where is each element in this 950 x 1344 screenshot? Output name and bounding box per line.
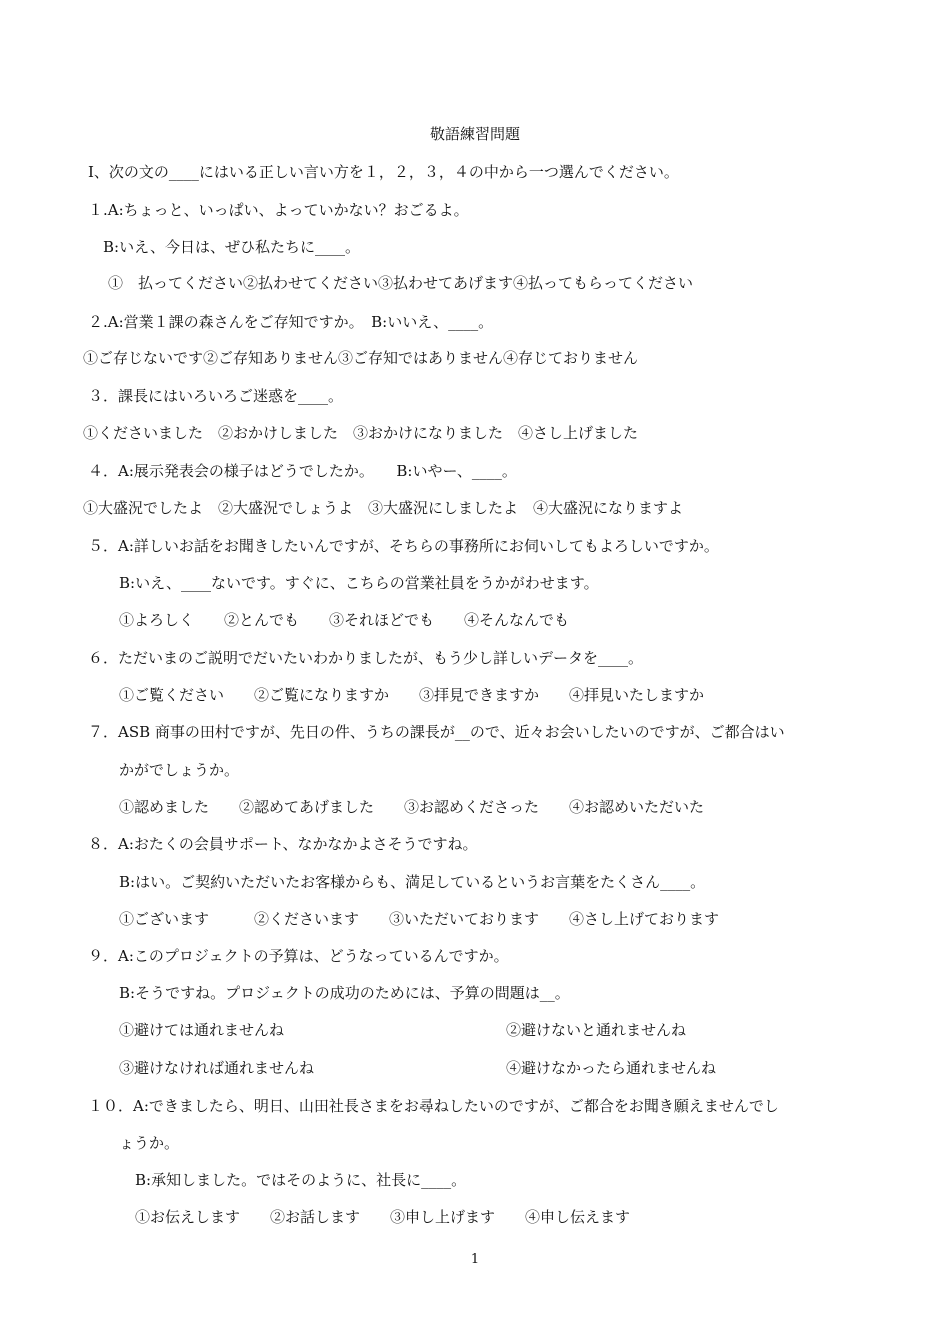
question-5-response: B:いえ、____ないです。すぐに、こちらの営業社員をうかがわせます。: [119, 574, 599, 592]
question-4-options: ①大盛況でしたよ ②大盛況でしょうよ ③大盛況にしましたよ ④大盛況になりますよ: [83, 499, 684, 517]
instruction: Ⅰ、次の文の____にはいる正しい言い方を１，２，３，４の中から一つ選んでください。: [88, 163, 679, 181]
question-8-options: ①ございます ②くださいます ③いただいております ④さし上げております: [119, 910, 720, 928]
question-9-option-1: ①避けては通れませんね: [119, 1021, 285, 1039]
question-3: ３．課長にはいろいろご迷惑を____。: [88, 387, 344, 405]
page-number: 1: [470, 1252, 480, 1267]
question-7-continued: かがでしょうか。: [119, 761, 240, 779]
question-10-response: B:承知しました。ではそのように、社長に____。: [135, 1171, 467, 1189]
question-6: ６．ただいまのご説明でだいたいわかりましたが、もう少し詳しいデータを____。: [88, 649, 644, 667]
question-9-option-3: ③避けなければ通れませんね: [119, 1059, 315, 1077]
question-2-options: ①ご存じないです②ご存知ありません③ご存知ではありません④存じておりません: [83, 349, 639, 367]
question-8-response: B:はい。ご契約いただいたお客様からも、満足しているというお言葉をたくさん____。: [119, 873, 706, 891]
question-1-options: ① 払ってください②払わせてください③払わせてあげます④払ってもらってください: [108, 274, 694, 292]
question-5-options: ①よろしく ②とんでも ③それほどでも ④そんなんでも: [119, 611, 570, 629]
question-10-continued: ょうか。: [119, 1134, 180, 1152]
page-title: 敬語練習問題: [429, 125, 520, 143]
question-1: １.A:ちょっと、いっぱい、よっていかない？おごるよ。: [88, 201, 469, 219]
question-2: ２.A:営業１課の森さんをご存知ですか。 B:いいえ、____。: [88, 313, 494, 331]
question-9-option-4: ④避けなかったら通れませんね: [506, 1059, 717, 1077]
question-7-options: ①認めました ②認めてあげました ③お認めくださった ④お認めいただいた: [119, 798, 705, 816]
question-1-response: B:いえ、今日は、ぜひ私たちに____。: [103, 238, 360, 256]
question-3-options: ①くださいました ②おかけしました ③おかけになりました ④さし上げました: [83, 424, 639, 442]
question-7: ７．ASB 商事の田村ですが、先日の件、うちの課長が__ので、近々お会いしたいのですが、ご都合はい: [88, 723, 785, 741]
question-9-response: B:そうですね。プロジェクトの成功のためには、予算の問題は__。: [119, 984, 570, 1002]
question-9: ９．A:このプロジェクトの予算は、どうなっているんですか。: [88, 947, 509, 965]
question-8: ８．A:おたくの会員サポート、なかなかよさそうですね。: [88, 835, 478, 853]
question-9-option-2: ②避けないと通れませんね: [506, 1021, 687, 1039]
question-6-options: ①ご覧ください ②ご覧になりますか ③拝見できますか ④拝見いたしますか: [119, 686, 705, 704]
question-10-options: ①お伝えします ②お話します ③申し上げます ④申し伝えます: [135, 1208, 631, 1226]
question-10: １０．A:できましたら、明日、山田社長さまをお尋ねしたいのですが、ご都合をお聞き願えませんでし: [88, 1097, 779, 1115]
question-4: ４．A:展示発表会の様子はどうでしたか。 B:いやー、____。: [88, 462, 517, 480]
question-5: ５．A:詳しいお話をお聞きしたいんですが、そちらの事務所にお伺いしてもよろしいですか。: [88, 537, 719, 555]
